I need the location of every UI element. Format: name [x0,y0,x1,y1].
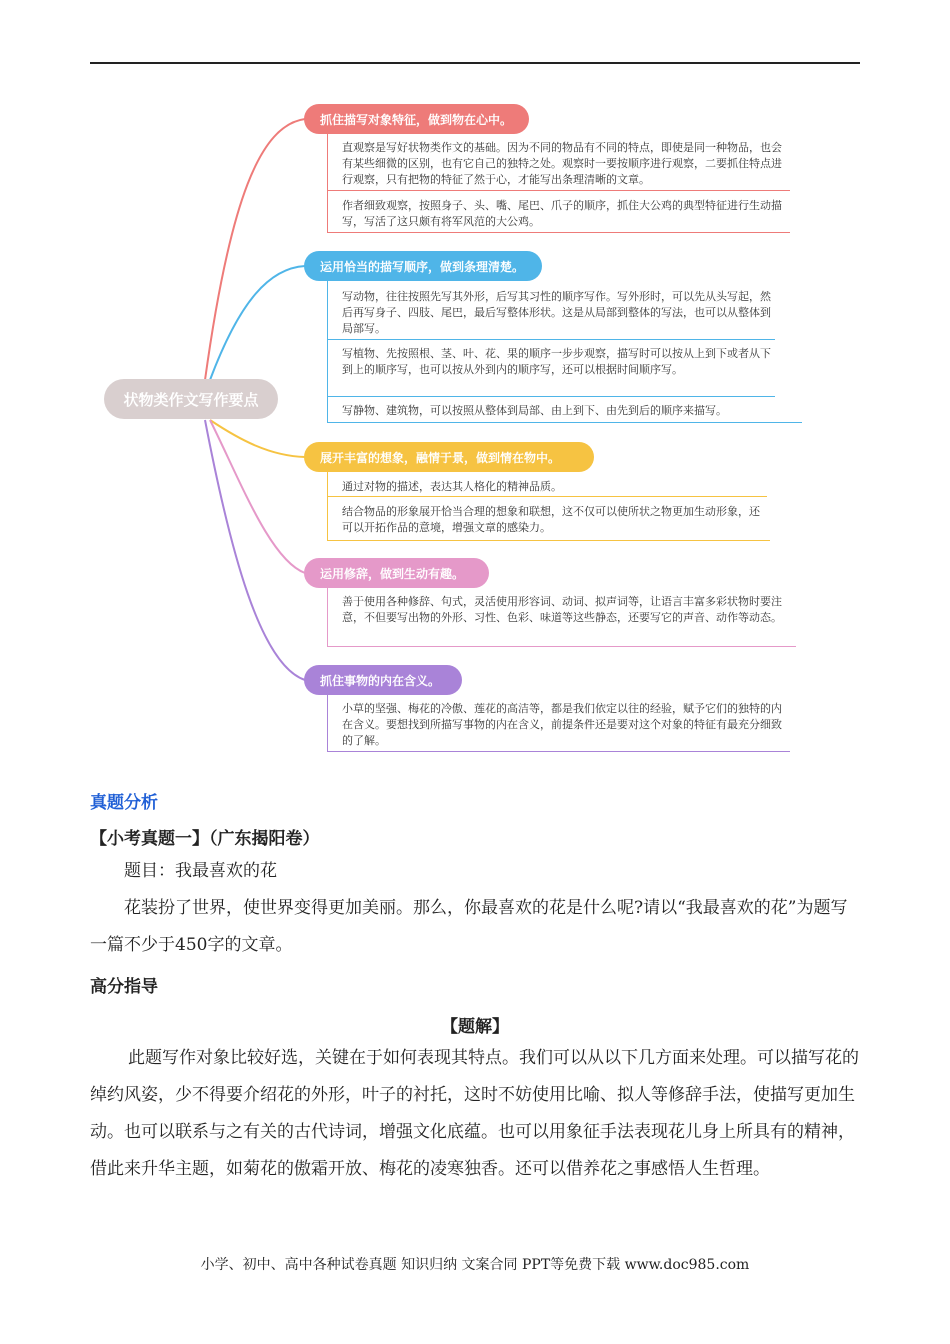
analysis-paragraph: 此题写作对象比较好选，关键在于如何表现其特点。我们可以从以下几方面来处理。可以描写花的绰约风姿，少不得要介绍花的外形，叶子的衬托，这时不妨使用比喻、拟人等修辞手法，使描写更加生动。也可以联系与之有关的古代诗词，增强文化底蕴。也可以用象征手法表现花儿身上所具有的精神，借此来升华主题，如菊花的傲霜开放、梅花的凌寒独香。还可以借养花之事感悟人生哲理。 [90,1048,859,1179]
branch-2-leaf-1: 写动物，往往按照先写其外形，后写其习性的顺序写作。写外形时，可以先从头写起，然后再写身子、四肢、尾巴，最后写整体形状。这是从局部到整体的写法，也可以从整体到局部写。 [342,290,771,335]
footer-ad: 小学、初中、高中各种试卷真题 知识归纳 文案合同 PPT等免费下载 www.doc985.com [200,1257,750,1273]
branch-3-bar [327,472,328,540]
branch-1-leaf-1: 直观察是写好状物类作文的基础。因为不同的物品有不同的特点，即使是同一种物品，也会有某些细微的区别，也有它自己的独特之处。观察时一要按顺序进行观察，二要抓住特点进行观察，只有把物的特征了然于心，才能写出条理清晰的文章。 [342,141,782,186]
branch-1-rule-1 [327,190,790,191]
connector-branch-5 [205,420,305,680]
branch-4-rule-1 [327,646,796,647]
branch-1-bar [327,134,328,232]
branch-4-label: 运用修辞，做到生动有趣。 [304,558,489,588]
branch-2-rule-1 [327,339,775,340]
branch-2-rule-3 [327,422,802,423]
connector-branch-2 [210,266,305,380]
branch-2-rule-2 [327,396,775,397]
branch-2-bar [327,281,328,423]
branch-2-label: 运用恰当的描写顺序，做到条理清楚。 [304,251,542,281]
branch-3-rule-1 [327,496,767,497]
section-title: 真题分析 [90,793,158,813]
branch-1-rule-2 [327,232,790,233]
branch-5-bar [327,695,328,751]
branch-3-leaf-2: 结合物品的形象展开恰当合理的想象和联想，这不仅可以使所状之物更加生动形象，还可以开拓作品的意境，增强文章的感染力。 [342,505,760,534]
branch-5-leaf-1: 小草的坚强、梅花的冷傲、莲花的高洁等，都是我们依定以往的经验，赋予它们的独特的内在含义。要想找到所描写事物的内在含义，前提条件还是要对这个对象的特征有最充分细致的了解。 [342,702,782,747]
connector-branch-4 [210,420,305,573]
analysis-title: 【题解】 [441,1017,509,1037]
branch-5-label: 抓住事物的内在含义。 [304,665,462,695]
exam-title: 【小考真题一】（广东揭阳卷） [90,829,320,849]
mind-map-center-node: 状物类作文写作要点 [104,379,278,419]
prompt-paragraph: 花装扮了世界，使世界变得更加美丽。那么，你最喜欢的花是什么呢?请以“我最喜欢的花”为题写一篇不少于450字的文章。 [90,898,848,955]
branch-2-leaf-2: 写植物、先按照根、茎、叶、花、果的顺序一步步观察，描写时可以按从上到下或者从下到上的顺序写，也可以按从外到内的顺序写，还可以根据时间顺序写。 [342,347,771,376]
branch-3-leaf-1: 通过对物的描述，表达其人格化的精神品质。 [342,480,562,493]
guide-title: 高分指导 [90,977,158,997]
branch-3-label: 展开丰富的想象，融情于景，做到情在物中。 [304,442,594,472]
branch-4-bar [327,588,328,646]
branch-2-leaf-3: 写静物、建筑物，可以按照从整体到局部、由上到下、由先到后的顺序来描写。 [342,404,727,417]
branch-5-rule-1 [327,751,790,752]
branch-1-leaf-2: 作者细致观察，按照身子、头、嘴、尾巴、爪子的顺序，抓住大公鸡的典型特征进行生动描写，写活了这只颇有将军风范的大公鸡。 [342,199,782,228]
branch-1-label: 抓住描写对象特征，做到物在心中。 [304,104,529,134]
branch-4-leaf-1: 善于使用各种修辞、句式，灵活使用形容词、动词、拟声词等，让语言丰富多彩状物时要注意，不但要写出物的外形、习性、色彩、味道等这些静态，还要写它的声音、动作等动态。 [342,595,782,624]
connector-branch-1 [205,119,305,380]
branch-3-rule-2 [327,540,770,541]
topic-line: 题目：我最喜欢的花 [124,861,277,881]
